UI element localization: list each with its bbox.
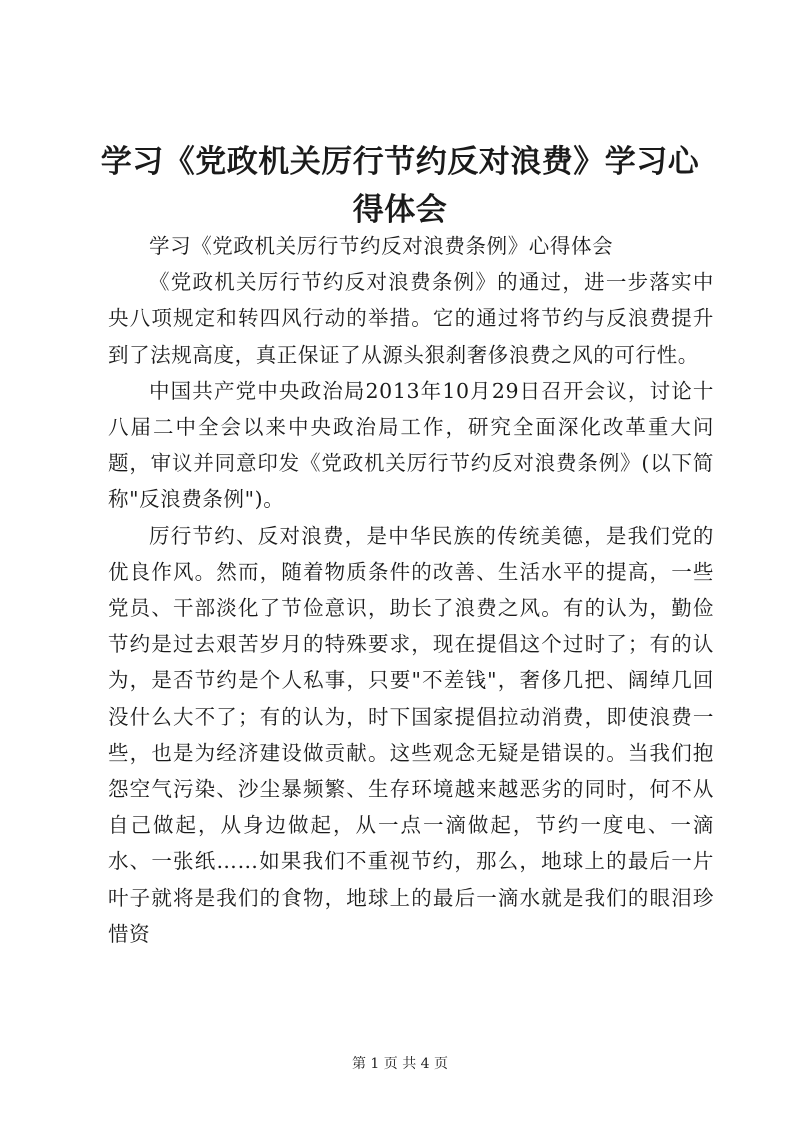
document-body	[108, 228, 714, 952]
paragraph-3: 厉行节约、反对浪费，是中华民族的传统美德，是我们党的优良作风。然而，随着物质条件的改善、生活水平的提高，一些党员、干部淡化了节俭意识，助长了浪费之风。有的认为，勤俭节约是过去艰苦岁月的特殊要求，现在提倡这个过时了；有的认为，是否节约是个人私事，只要"不差钱"，奢侈几把、阔绰几回没什么大不了；有的认为，时下国家提倡拉动消费，即使浪费一些，也是为经济建设做贡献。这些观念无疑是错误的。当我们抱怨空气污染、沙尘暴频繁、生存环境越来越恶劣的同时，何不从自己做起，从身边做起，从一点一滴做起，节约一度电、一滴水、一张纸……如果我们不重视节约，那么，地球上的最后一片叶子就将是我们的食物，地球上的最后一滴水就是我们的眼泪珍惜资	[108, 523, 714, 946]
document-subtitle: 学习《党政机关厉行节约反对浪费条例》心得体会	[149, 234, 614, 258]
paragraph-1: 《党政机关厉行节约反对浪费条例》的通过，进一步落实中央八项规定和转四风行动的举措。它的通过将节约与反浪费提升到了法规高度，真正保证了从源头狠刹奢侈浪费之风的可行性。	[108, 270, 714, 367]
document-title: 学习《党政机关厉行节约反对浪费》学习心得体会	[100, 144, 700, 228]
page-number-footer: 第 1 页 共 4 页	[351, 1056, 449, 1072]
paragraph-2: 中国共产党中央政治局2013年10月29日召开会议，讨论十八届二中全会以来中央政治局工作，研究全面深化改革重大问题，审议并同意印发《党政机关厉行节约反对浪费条例》(以下简称"反浪费条例")。	[108, 378, 714, 512]
